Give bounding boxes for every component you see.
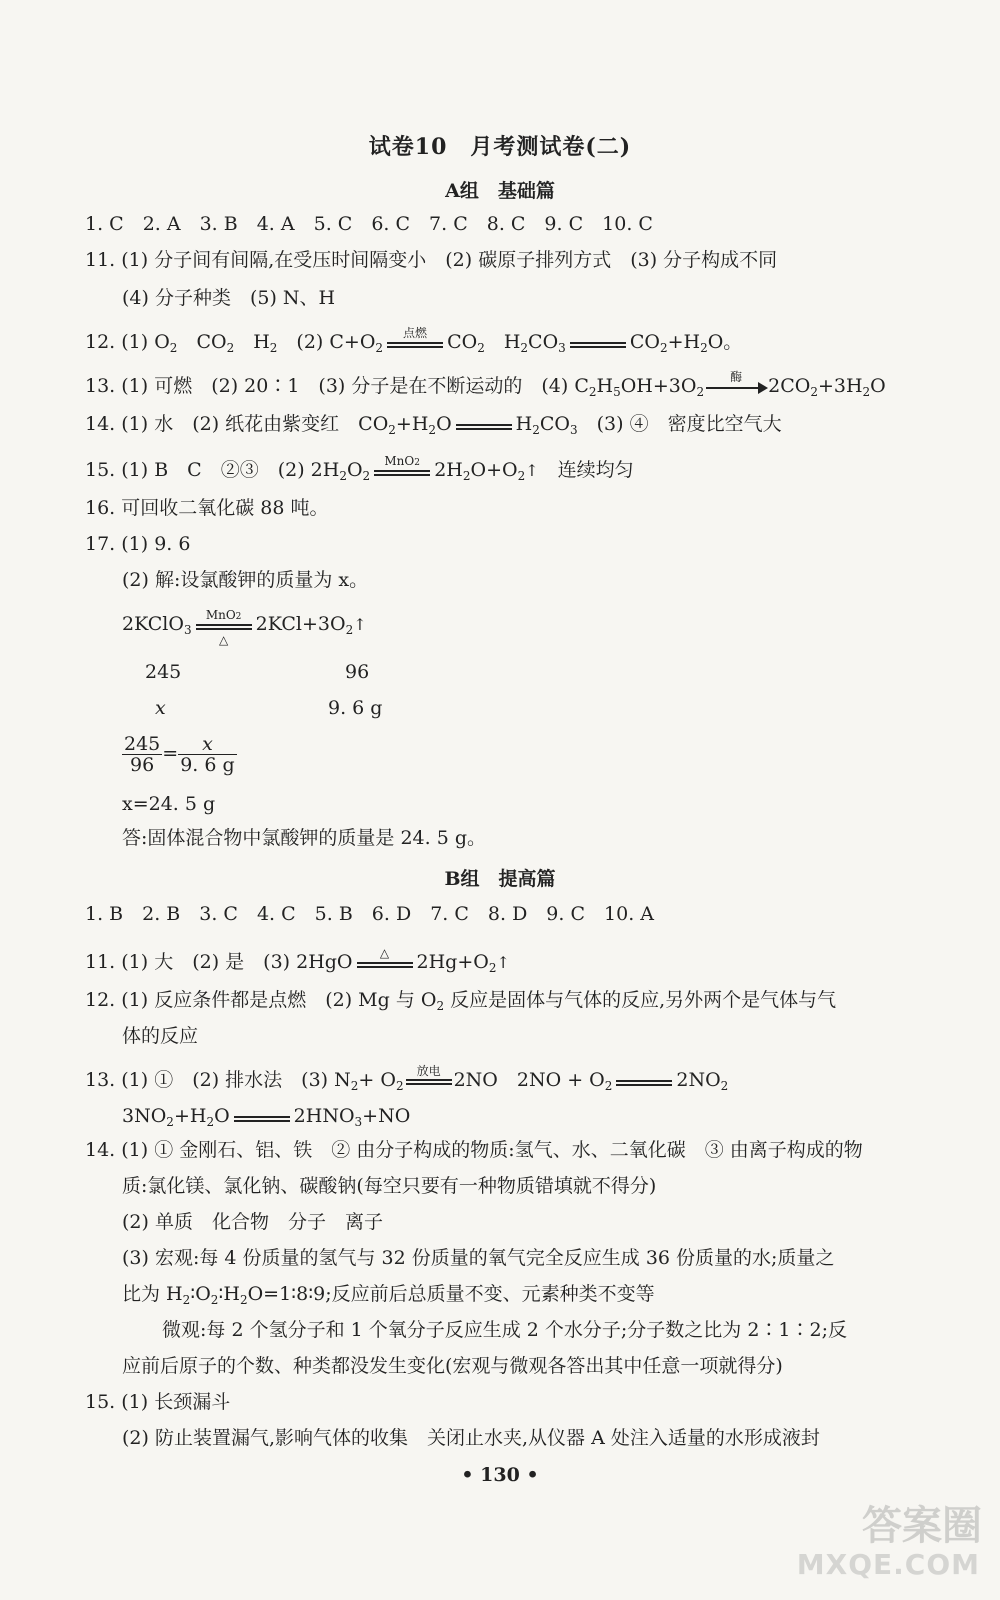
equation-sign bbox=[355, 946, 415, 973]
condition-spark: 放电 bbox=[416, 1064, 441, 1078]
fraction-right-num: x bbox=[178, 734, 236, 755]
answer-a14: 14. (1) 水 (2) 纸花由紫变红 $CO_2+H_2O$ $H_2CO_3$ (3) ④ 密度比空气大 bbox=[85, 413, 782, 437]
text: 12. (1) 反应条件都是点燃 (2) Mg 与 O bbox=[85, 989, 437, 1011]
equation-sign bbox=[385, 326, 445, 353]
text: 比为 H bbox=[122, 1283, 183, 1305]
answer-a17-conclusion: 答:固体混合物中氯酸钾的质量是 24. 5 g。 bbox=[122, 827, 486, 849]
text: 反应是固体与气体的反应,另外两个是气体与气 bbox=[444, 989, 837, 1011]
answer-b14-line3: (2) 单质 化合物 分子 离子 bbox=[122, 1211, 383, 1233]
proportion: $\frac{245}{96}$ = $\frac{x}{9. 6 g}$ bbox=[124, 733, 235, 776]
answer-a12: 12. (1) $O_2$ $CO_2$ $H_2$ (2) $C+O_2$ 点燃 $CO_2$ $H_2CO_3$ $CO_2+H_2O$。 bbox=[85, 330, 742, 360]
equation-sign bbox=[568, 333, 628, 353]
condition-heat: △ bbox=[379, 946, 390, 960]
fraction-left-den: 96 bbox=[130, 754, 155, 776]
reaction-arrow bbox=[704, 370, 768, 397]
answer-a15: 15. (1) B C ②③ (2) $2H_2O_2$ MnO2 $2H_2O+O_2↑$ 连续均匀 bbox=[85, 454, 634, 483]
text: O=1∶8∶9;反应前后总质量不变、元素种类不变等 bbox=[247, 1283, 655, 1305]
condition-catalyst: MnO bbox=[384, 454, 415, 468]
equation-sign bbox=[232, 1107, 292, 1127]
answer-a17-2: (2) 解:设氯酸钾的质量为 x。 bbox=[122, 569, 369, 591]
answer-a16: 16. 可回收二氧化碳 88 吨。 bbox=[85, 497, 329, 519]
text: 14. (1) 水 (2) 纸花由紫变红 CO bbox=[85, 413, 389, 435]
text: 13. (1) 可燃 (2) 20∶1 (3) 分子是在不断运动的 (4) C bbox=[85, 375, 589, 397]
section-b-heading: B组 提高篇 bbox=[444, 868, 556, 890]
answer-b14-line5: 比为 $H_2∶O_2∶H_2O=1∶8∶9$;反应前后总质量不变、元素种类不变等 bbox=[122, 1283, 655, 1307]
answer-b11: 11. (1) 大 (2) 是 (3) 2HgO △ $2Hg+O_2↑$ bbox=[85, 950, 510, 980]
section-a-heading: A组 基础篇 bbox=[445, 180, 555, 202]
answer-a11-line1: 11. (1) 分子间有间隔,在受压时间隔变小 (2) 碳原子排列方式 (3) 分子构成不同 bbox=[85, 249, 778, 271]
fraction-left-num: 245 bbox=[124, 733, 161, 755]
answer-b12-line1: 12. (1) 反应条件都是点燃 (2) Mg 与 $O_2$ 反应是固体与气体的反应,另外两个是气体与气 bbox=[85, 989, 837, 1013]
answer-b13-line2: $3NO_2+H_2O$ $2HNO_3+NO$ bbox=[122, 1105, 411, 1129]
fraction-right-den: 9. 6 g bbox=[180, 754, 235, 776]
equation-sign bbox=[614, 1071, 674, 1091]
page-title: 试卷10 月考测试卷(二) bbox=[368, 134, 632, 160]
condition-ignite: 点燃 bbox=[403, 326, 428, 340]
result-x: x=24. 5 g bbox=[122, 793, 216, 815]
answer-b1-10: 1. B 2. B 3. C 4. C 5. B 6. D 7. C 8. D 9. C 10. A bbox=[85, 903, 654, 925]
answer-b15-line2: (2) 防止装置漏气,影响气体的收集 关闭止水夹,从仪器 A 处注入适量的水形成液封 bbox=[122, 1427, 820, 1449]
answer-a1-10: 1. C 2. A 3. B 4. A 5. C 6. C 7. C 8. C 9. C 10. C bbox=[85, 213, 653, 235]
unknown-x: x bbox=[155, 697, 166, 719]
page-number: • 130 • bbox=[461, 1464, 539, 1486]
text: 12. (1) O bbox=[85, 331, 170, 353]
condition-catalyst: MnO bbox=[205, 608, 236, 622]
fraction-right bbox=[178, 734, 236, 775]
answer-b14-line7: 应前后原子的个数、种类都没发生变化(宏观与微观各答出其中任意一项就得分) bbox=[122, 1355, 783, 1377]
watermark-logo bbox=[790, 1492, 990, 1592]
answer-a17-1: 17. (1) 9. 6 bbox=[85, 533, 191, 555]
fraction-left bbox=[122, 734, 162, 775]
answer-a11-line2: (4) 分子种类 (5) N、H bbox=[122, 287, 336, 309]
mass-o2: 96 bbox=[345, 661, 370, 683]
equation-sign: MnO2 bbox=[372, 461, 432, 481]
condition-enzyme: 酶 bbox=[730, 370, 743, 384]
answer-b15-line1: 15. (1) 长颈漏斗 bbox=[85, 1391, 231, 1413]
condition-heat: △ bbox=[218, 633, 229, 647]
answer-a13: 13. (1) 可燃 (2) 20∶1 (3) 分子是在不断运动的 (4) $C_2H_5OH+3O_2$ 酶 $2CO_2+3H_2O$ bbox=[85, 374, 886, 404]
answer-b14-line6: 微观:每 2 个氢分子和 1 个氧分子反应生成 2 个水分子;分子数之比为 2∶1∶2;反 bbox=[162, 1319, 848, 1341]
answer-b13-line1: 13. (1) ① (2) 排水法 (3) $N_2+ O_2$ 放电 2NO $2NO + O_2$ $2NO_2$ bbox=[85, 1068, 728, 1098]
answer-b14-line2: 质:氯化镁、氯化钠、碳酸钠(每空只要有一种物质错填就不得分) bbox=[122, 1175, 657, 1197]
answer-b12-line2: 体的反应 bbox=[122, 1025, 199, 1047]
watermark-cn: 答案圈 bbox=[862, 1503, 982, 1549]
answer-b14-line4: (3) 宏观:每 4 份质量的氢气与 32 份质量的氧气完全反应生成 36 份质量的水;质量之 bbox=[122, 1247, 835, 1269]
mass-kclo3: 245 bbox=[145, 661, 182, 683]
equation-sign: MnO2 △ bbox=[194, 615, 254, 635]
equation-sign bbox=[454, 415, 514, 435]
value-o2: 9. 6 g bbox=[328, 697, 383, 719]
watermark-en: MXQE.COM bbox=[796, 1548, 980, 1581]
equation-kclo3: 2KClO$_3$ MnO2 △ $2KCl+3O_2↑$ bbox=[122, 612, 367, 642]
reaction-sign bbox=[404, 1064, 454, 1091]
text: 15. (1) B C ②③ (2) 2H bbox=[85, 459, 340, 481]
answer-b14-line1: 14. (1) ① 金刚石、铝、铁 ② 由分子构成的物质:氢气、水、二氧化碳 ③ 由离子构成的物 bbox=[85, 1139, 863, 1161]
